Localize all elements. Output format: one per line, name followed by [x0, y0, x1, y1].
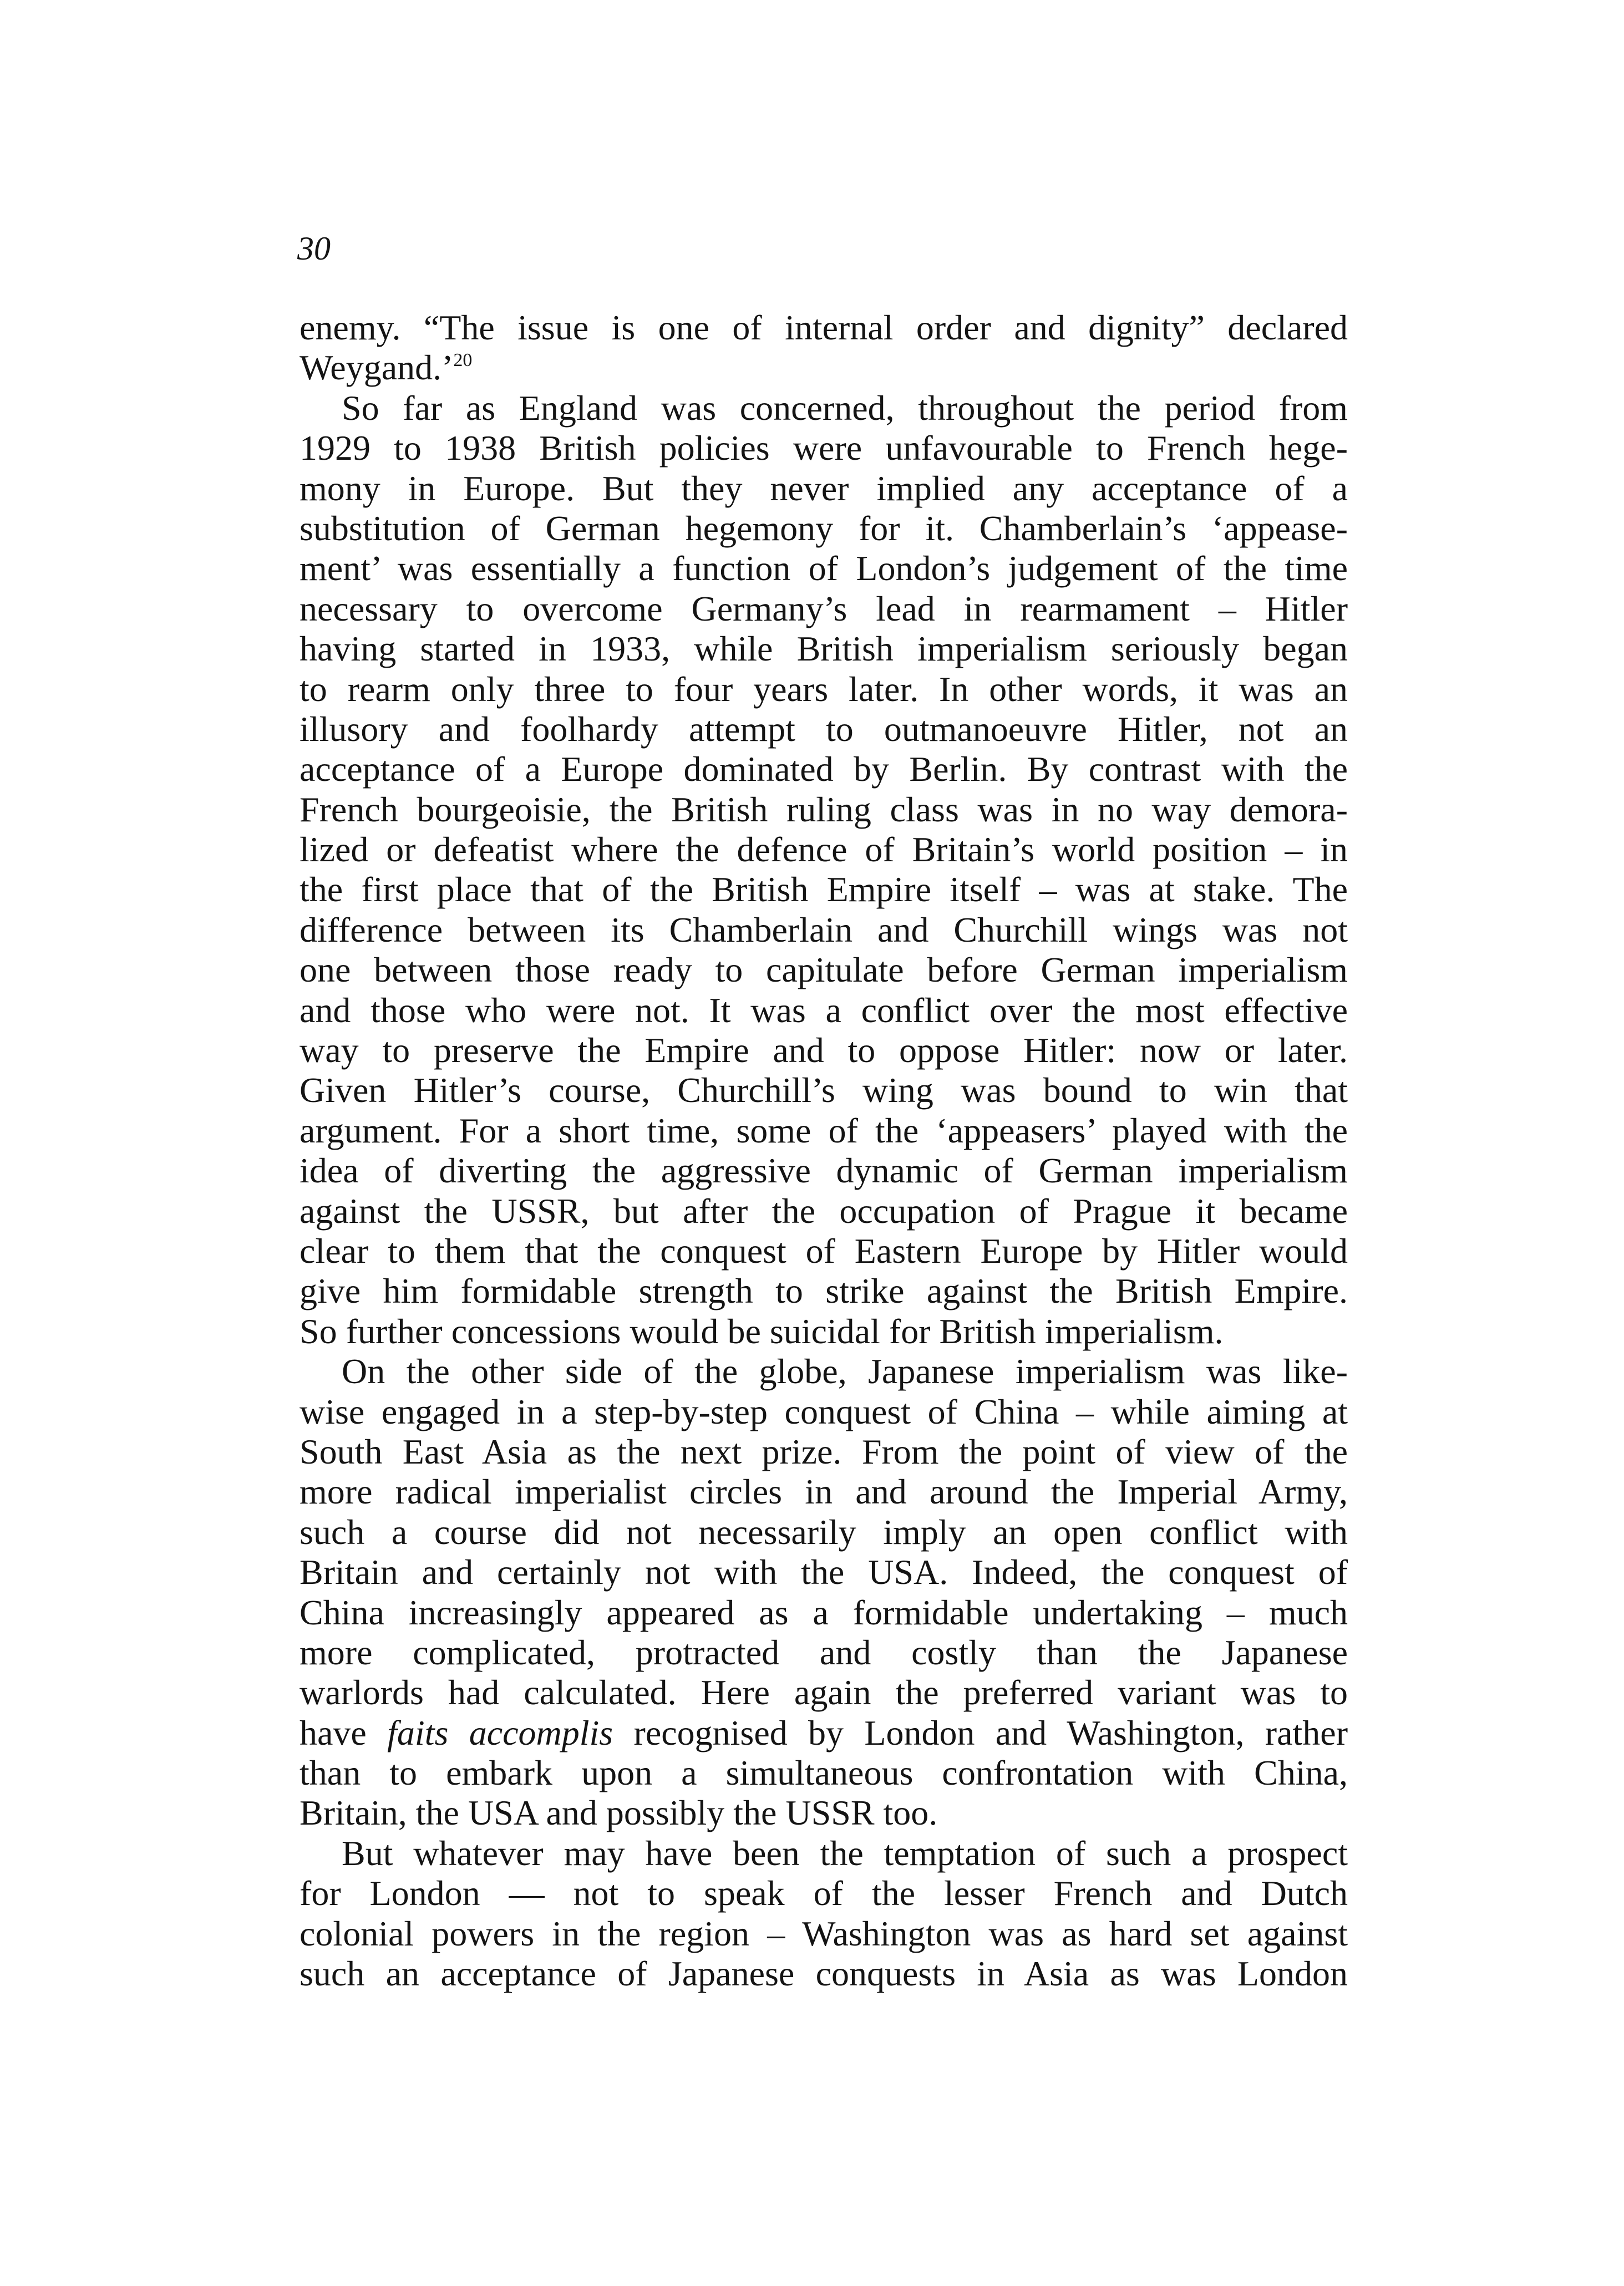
text-line: more complicated, protracted and costly than the Japanese — [300, 1632, 1348, 1672]
text-line: wise engaged in a step-by-step conquest of China – while aiming at — [300, 1391, 1348, 1431]
text-line-content: Weygand.’ — [300, 348, 454, 388]
text-line: So far as England was concerned, throughout the period from — [342, 388, 1348, 428]
page-number: 30 — [297, 230, 331, 267]
text-line: colonial powers in the region – Washington was as hard set against — [300, 1913, 1348, 1953]
footnote-ref: 20 — [453, 350, 473, 371]
text-line: the first place that of the British Empire itself – was at stake. The — [300, 870, 1348, 910]
text-line: illusory and foolhardy attempt to outmanoeuvre Hitler, not an — [300, 709, 1348, 749]
text-line: China increasingly appeared as a formidable undertaking – much — [300, 1592, 1348, 1632]
text-line: mony in Europe. But they never implied any acceptance of a — [300, 468, 1348, 508]
text-line: for London — not to speak of the lesser French and Dutch — [300, 1873, 1348, 1913]
text-line: acceptance of a Europe dominated by Berlin. By contrast with the — [300, 749, 1348, 789]
text-line: enemy. “The issue is one of internal order and dignity” declared — [300, 308, 1348, 347]
text-line: ment’ was essentially a function of London’s judgement of the time — [300, 548, 1348, 588]
text-line: one between those ready to capitulate before German imperialism — [300, 950, 1348, 990]
text-line: Britain, the USA and possibly the USSR too. — [300, 1793, 938, 1833]
text-line: substitution of German hegemony for it. Chamberlain’s ‘appease- — [300, 508, 1348, 548]
text-line: 1929 to 1938 British policies were unfavourable to French hege- — [300, 428, 1348, 468]
text-line — [300, 348, 1348, 388]
text-line: clear to them that the conquest of Eastern Europe by Hitler would — [300, 1231, 1348, 1271]
text-line: French bourgeoisie, the British ruling class was in no way demora- — [300, 789, 1348, 829]
text-line: Given Hitler’s course, Churchill’s wing was bound to win that — [300, 1070, 1348, 1110]
text-line: South East Asia as the next prize. From the point of view of the — [300, 1431, 1348, 1471]
text-line: to rearm only three to four years later. In other words, it was an — [300, 669, 1348, 709]
italic-phrase: faits accomplis — [387, 1713, 613, 1752]
text-line: argument. For a short time, some of the ‘appeasers’ played with the — [300, 1110, 1348, 1150]
text-line: lized or defeatist where the defence of Britain’s world position – in — [300, 830, 1348, 870]
text-line: So further concessions would be suicidal for British imperialism. — [300, 1311, 1224, 1351]
text-line: more radical imperialist circles in and around the Imperial Army, — [300, 1472, 1348, 1512]
text-line: warlords had calculated. Here again the preferred variant was to — [300, 1673, 1348, 1713]
text-segment: have — [300, 1713, 388, 1752]
text-line: difference between its Chamberlain and Churchill wings was not — [300, 910, 1348, 949]
text-line: give him formidable strength to strike against the British Empire. — [300, 1271, 1348, 1311]
text-line: such a course did not necessarily imply an open conflict with — [300, 1512, 1348, 1552]
text-line: way to preserve the Empire and to oppose Hitler: now or later. — [300, 1030, 1348, 1070]
text-line: On the other side of the globe, Japanese imperialism was like- — [342, 1352, 1348, 1391]
text-line: and those who were not. It was a conflict over the most effective — [300, 990, 1348, 1030]
body-text — [300, 308, 1348, 1994]
text-line: having started in 1933, while British imperialism seriously began — [300, 629, 1348, 669]
text-line: Britain and certainly not with the USA. Indeed, the conquest of — [300, 1552, 1348, 1592]
text-line: such an acceptance of Japanese conquests in Asia as was London — [300, 1954, 1348, 1994]
text-line: idea of diverting the aggressive dynamic of German imperialism — [300, 1151, 1348, 1191]
text-line: But whatever may have been the temptation of such a prospect — [342, 1833, 1348, 1873]
text-line: than to embark upon a simultaneous confrontation with China, — [300, 1753, 1348, 1793]
text-line: necessary to overcome Germany’s lead in rearmament – Hitler — [300, 588, 1348, 628]
text-line: against the USSR, but after the occupation of Prague it became — [300, 1191, 1348, 1231]
text-line — [300, 1713, 1348, 1753]
text-segment: recognised by London and Washington, rather — [613, 1713, 1348, 1752]
